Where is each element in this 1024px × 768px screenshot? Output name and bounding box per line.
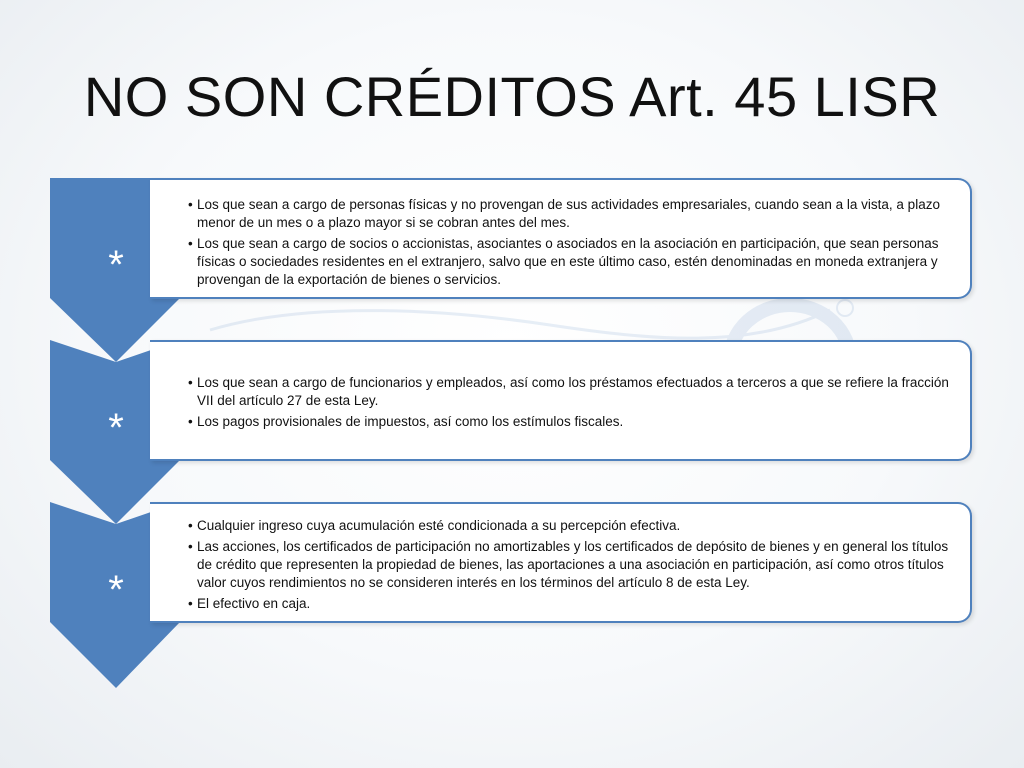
asterisk-marker-2: * — [108, 406, 124, 450]
slide-title: NO SON CRÉDITOS Art. 45 LISR — [83, 65, 941, 128]
asterisk-marker-3: * — [108, 568, 124, 612]
list-item — [188, 196, 960, 232]
bullet-text: Los que sean a cargo de funcionarios y empleados, así como los préstamos efectuados a terceros a que se refiere la fracción VII del artículo 27 de esta Ley. — [197, 375, 949, 408]
bullet-text: Los que sean a cargo de personas físicas y no provengan de sus actividades empresariales, cuando sean a la vista, a plazo menor de un mes o a plazo mayor si se cobran antes del mes. — [197, 197, 940, 230]
box-2-text — [188, 374, 960, 434]
bullet-icon: • — [188, 375, 193, 390]
bullet-text: El efectivo en caja. — [197, 596, 311, 611]
box-3-text — [188, 517, 960, 616]
bullet-text: Las acciones, los certificados de participación no amortizables y los certificados de depósito de bienes y en general los títulos de crédito que representen la propiedad de bienes, las aportaciones a una asociación en participación, así como otros títulos valor cuyos rendimientos no se consideren interés en los términos del artículo 8 de esta Ley. — [197, 539, 949, 590]
content-box-3 — [150, 502, 972, 623]
bullet-icon: • — [188, 596, 193, 611]
list-item — [188, 374, 960, 410]
list-item — [188, 538, 960, 592]
list-item — [188, 413, 960, 431]
asterisk-marker-1: * — [108, 243, 124, 287]
content-box-2 — [150, 340, 972, 461]
list-item — [188, 595, 960, 613]
bullet-icon: • — [188, 197, 193, 212]
bullet-icon: • — [188, 414, 193, 429]
bullet-text: Los que sean a cargo de socios o accionistas, asociantes o asociados en la asociación en participación, que sean personas físicas o sociedades residentes en el extranjero, salvo que en este último caso, estén denominadas en moneda extranjera y provengan de la exportación de bienes o servicios. — [197, 236, 939, 287]
list-item — [188, 517, 960, 535]
bullet-text: Cualquier ingreso cuya acumulación esté condicionada a su percepción efectiva. — [197, 518, 681, 533]
bullet-icon: • — [188, 236, 193, 251]
content-box-1 — [150, 178, 972, 299]
bullet-icon: • — [188, 518, 193, 533]
bullet-text: Los pagos provisionales de impuestos, así como los estímulos fiscales. — [197, 414, 624, 429]
box-1-text — [188, 196, 960, 292]
list-item — [188, 235, 960, 289]
bullet-icon: • — [188, 539, 193, 554]
